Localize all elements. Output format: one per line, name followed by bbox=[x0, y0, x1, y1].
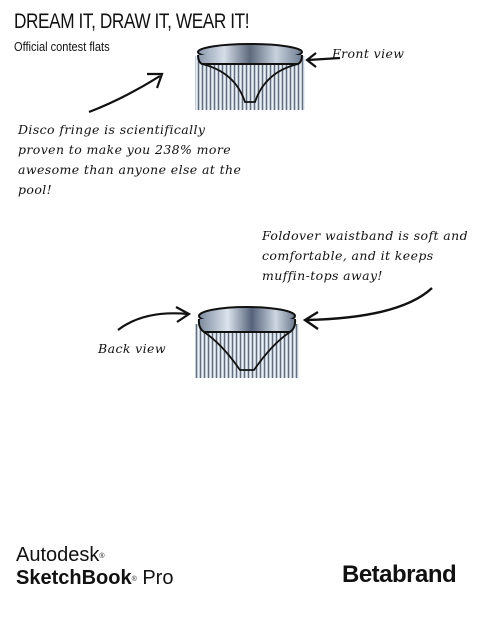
autodesk-logo bbox=[16, 544, 105, 566]
disco-fringe-arrow bbox=[85, 68, 175, 118]
front-view-drawing bbox=[190, 42, 310, 112]
back-view-drawing bbox=[192, 304, 302, 380]
registered-mark: ® bbox=[131, 576, 137, 583]
back-view-arrow bbox=[114, 302, 194, 336]
front-view-arrow bbox=[304, 48, 344, 72]
sketchbook-pro-label: Pro bbox=[142, 567, 174, 589]
back-view-label: Back view bbox=[98, 341, 166, 356]
sketchbook-logo bbox=[16, 567, 173, 589]
betabrand-logo: Betabrand bbox=[342, 561, 457, 588]
registered-mark: ® bbox=[99, 553, 105, 560]
sketchbook-wordmark: SketchBook bbox=[16, 567, 132, 589]
autodesk-wordmark: Autodesk bbox=[16, 544, 100, 566]
foldover-note: Foldover waistband is soft and comfortable, and it keeps muffin-tops away! bbox=[262, 228, 468, 283]
front-view-label: Front view bbox=[332, 46, 405, 61]
page-title: DREAM IT, DRAW IT, WEAR IT! bbox=[14, 10, 250, 33]
page-subtitle: Official contest flats bbox=[14, 39, 110, 54]
disco-fringe-note: Disco fringe is scientifically proven to make you 238% more awesome than anyone else at the pool! bbox=[18, 122, 242, 197]
foldover-arrow bbox=[300, 284, 440, 334]
